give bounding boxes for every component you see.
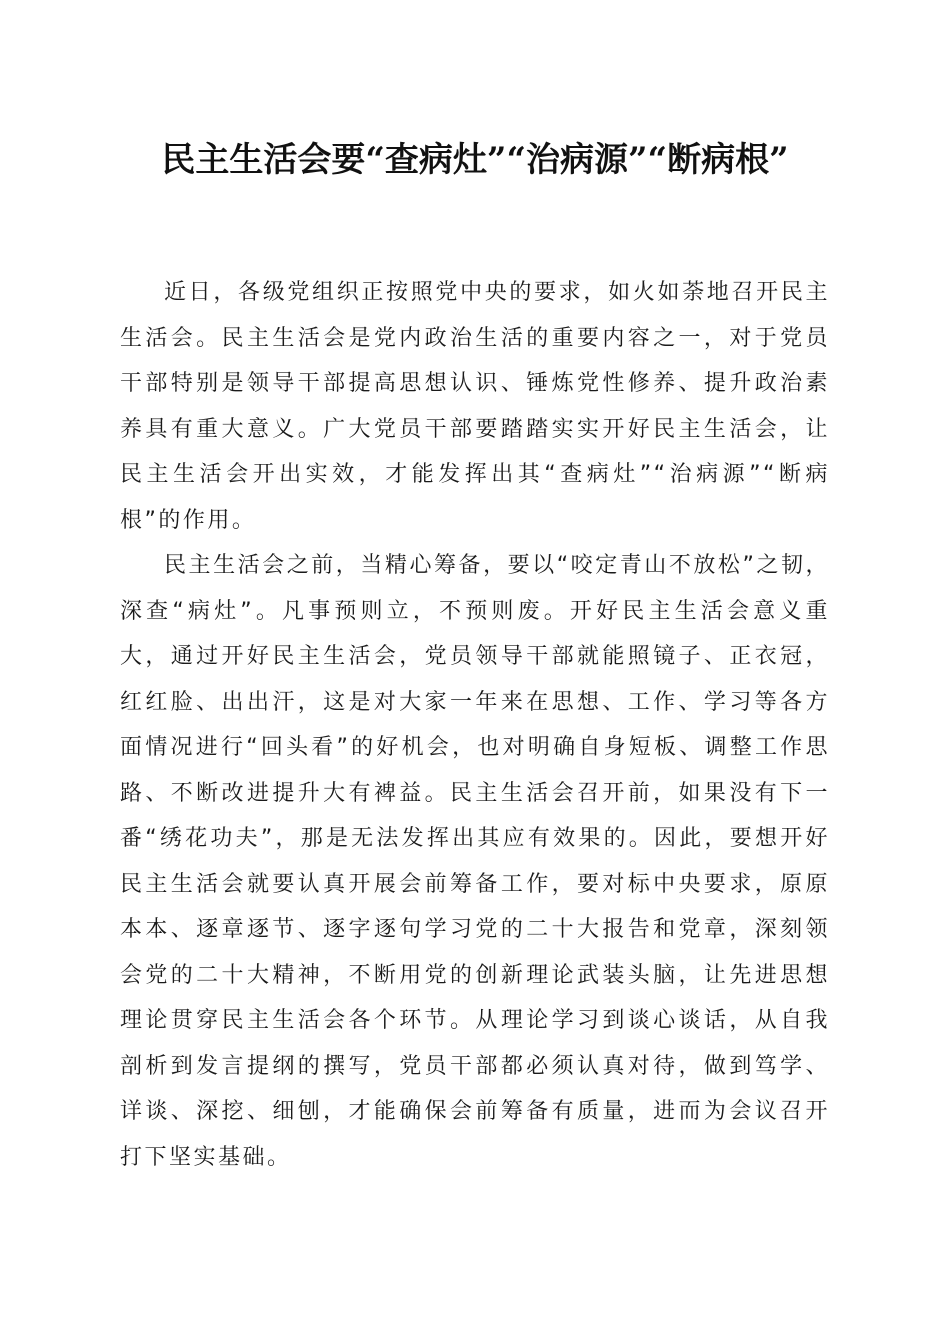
paragraph-2: 民主生活会之前，当精心筹备，要以“咬定青山不放松”之韧，深查“病灶”。凡事预则立，不预则废。开好民主生活会意义重大，通过开好民主生活会，党员领导干部就能照镜子、正衣冠，红红脸、出出汗，这是对大家一年来在思想、工作、学习等各方面情况进行“回头看”的好机会，也对明确自身短板、调整工作思路、不断改进提升大有裨益。民主生活会召开前，如果没有下一番“绣花功夫”，那是无法发挥出其应有效果的。因此，要想开好民主生活会就要认真开展会前筹备工作，要对标中央要求，原原本本、逐章逐节、逐字逐句学习党的二十大报告和党章，深刻领会党的二十大精神，不断用党的创新理论武装头脑，让先进思想理论贯穿民主生活会各个环节。从理论学习到谈心谈话，从自我剖析到发言提纲的撰写，党员干部都必须认真对待，做到笃学、详谈、深挖、细刨，才能确保会前筹备有质量，进而为会议召开打下坚实基础。: [120, 553, 830, 1170]
document-title: 民主生活会要“查病灶”“治病源”“断病根”: [161, 140, 789, 180]
document-body: [120, 270, 830, 1180]
paragraph-1: 近日，各级党组织正按照党中央的要求，如火如荼地召开民主生活会。民主生活会是党内政治生活的重要内容之一，对于党员干部特别是领导干部提高思想认识、锤炼党性修养、提升政治素养具有重大意义。广大党员干部要踏踏实实开好民主生活会，让民主生活会开出实效，才能发挥出其“查病灶”“治病源”“断病根”的作用。: [120, 280, 830, 533]
